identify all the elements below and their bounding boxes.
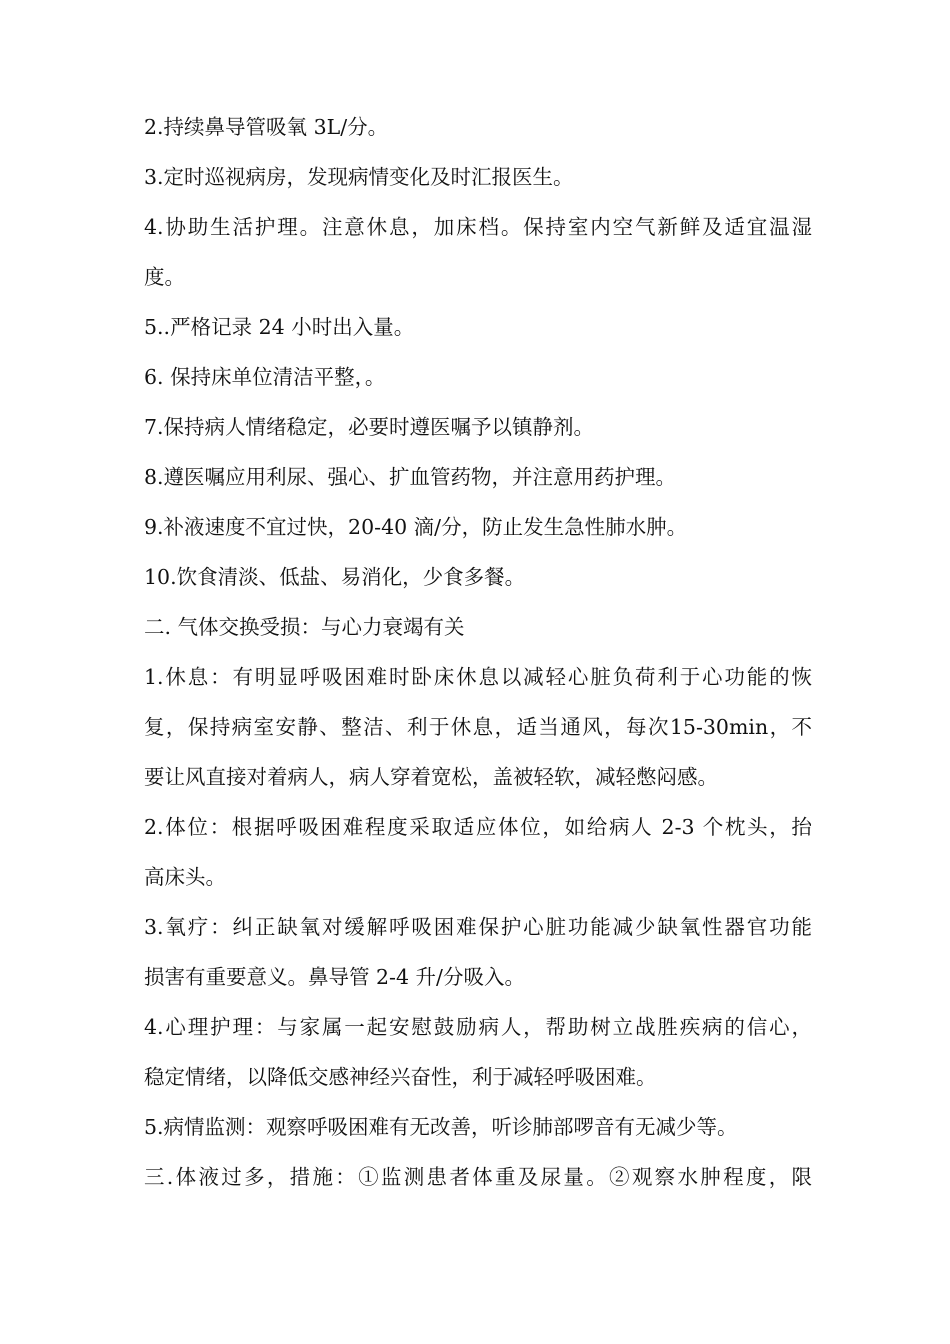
text-line: 损害有重要意义。鼻导管 2-4 升/分吸入。 [144, 965, 525, 989]
text-line: 要让风直接对着病人，病人穿着宽松，盖被轻软，减轻憋闷感。 [144, 765, 718, 789]
text-line: 高床头。 [144, 865, 226, 889]
text-line: 2.持续鼻导管吸氧 3L/分。 [144, 115, 389, 139]
text-line: 3.氧疗：纠正缺氧对缓解呼吸困难保护心脏功能减少缺氧性器官功能 [144, 915, 812, 939]
text-line: 复，保持病室安静、整洁、利于休息，适当通风，每次15-30min，不 [144, 715, 812, 739]
text-line: 3.定时巡视病房，发现病情变化及时汇报医生。 [144, 165, 574, 189]
text-line: 7.保持病人情绪稳定，必要时遵医嘱予以镇静剂。 [144, 415, 595, 439]
text-line: 9.补液速度不宜过快，20-40 滴/分，防止发生急性肺水肿。 [144, 515, 688, 539]
text-line: 度。 [144, 265, 185, 289]
text-line: 2.体位：根据呼吸困难程度采取适应体位，如给病人 2-3 个枕头，抬 [144, 815, 812, 839]
text-line: 10.饮食清淡、低盐、易消化，少食多餐。 [144, 565, 526, 589]
document-body [144, 102, 812, 1202]
text-line: 稳定情绪，以降低交感神经兴奋性，利于减轻呼吸困难。 [144, 1065, 657, 1089]
text-line: 1.休息：有明显呼吸困难时卧床休息以减轻心脏负荷利于心功能的恢 [144, 665, 812, 689]
text-line: 4.心理护理：与家属一起安慰鼓励病人，帮助树立战胜疾病的信心， [144, 1015, 812, 1039]
text-line: 8.遵医嘱应用利尿、强心、扩血管药物，并注意用药护理。 [144, 465, 677, 489]
text-line: 5..严格记录 24 小时出入量。 [144, 315, 415, 339]
section-heading: 三.体液过多，措施：①监测患者体重及尿量。②观察水肿程度，限 [144, 1165, 812, 1189]
text-line: 5.病情监测：观察呼吸困难有无改善，听诊肺部啰音有无减少等。 [144, 1115, 738, 1139]
text-line: 6. 保持床单位清洁平整，。 [144, 365, 386, 389]
text-line: 4.协助生活护理。注意休息，加床档。保持室内空气新鲜及适宜温湿 [144, 215, 812, 239]
section-heading: 二. 气体交换受损：与心力衰竭有关 [144, 615, 465, 639]
